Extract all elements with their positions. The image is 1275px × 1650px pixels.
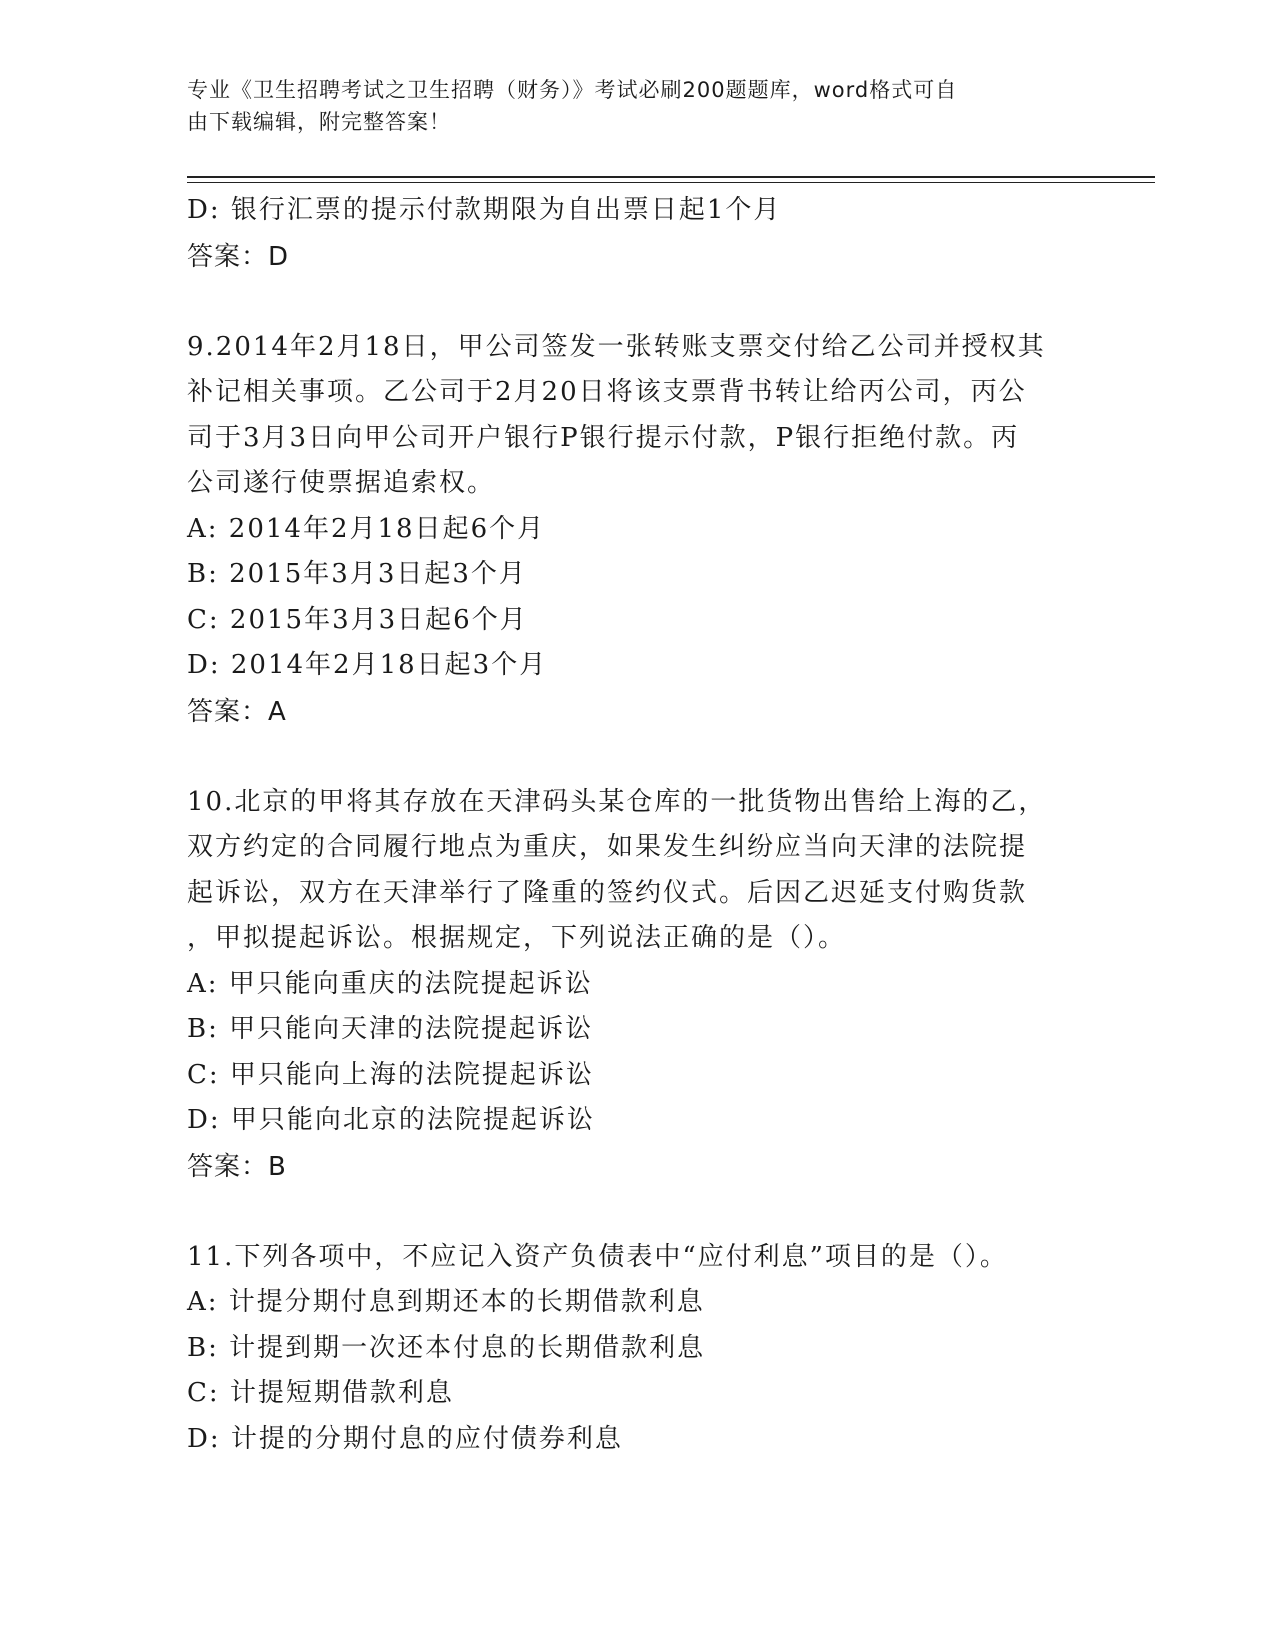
option-c: C: 2015年3月3日起6个月 [187, 604, 528, 635]
question-stem-line: 9.2014年2月18日，甲公司签发一张转账支票交付给乙公司并授权其 [187, 331, 1046, 362]
question-11 [187, 1235, 1087, 1463]
question-stem-line: 司于3月3日向甲公司开户银行P银行提示付款，P银行拒绝付款。丙 [187, 422, 1020, 453]
question-stem-line: 起诉讼，双方在天津举行了隆重的签约仪式。后因乙迟延支付购货款 [187, 877, 1028, 908]
header-rule-thick [187, 176, 1155, 178]
question-stem-line: 双方约定的合同履行地点为重庆，如果发生纠纷应当向天津的法院提 [187, 832, 1028, 862]
answer-line: 答案：B [187, 1151, 287, 1182]
option-a: A: 计提分期付息到期还本的长期借款利息 [187, 1287, 705, 1317]
question-stem-line: ，甲拟提起诉讼。根据规定，下列说法正确的是（）。 [187, 923, 847, 953]
header-line-2: 由下载编辑，附完整答案！ [187, 110, 451, 134]
option-a: A: 甲只能向重庆的法院提起诉讼 [187, 968, 593, 999]
spacer [187, 1190, 1087, 1235]
page-header [187, 74, 1087, 138]
option-d: D: 计提的分期付息的应付债券利息 [187, 1423, 623, 1454]
option-b: B: 2015年3月3日起3个月 [187, 559, 527, 589]
answer-line: 答案：D [187, 241, 290, 272]
question-stem-line: 10.北京的甲将其存放在天津码头某仓库的一批货物出售给上海的乙， [187, 786, 1047, 817]
spacer [187, 735, 1087, 780]
option-d: D: 2014年2月18日起3个月 [187, 650, 548, 680]
header-rule-thin [187, 182, 1155, 183]
document-body [187, 188, 1087, 1462]
option-c: C: 计提短期借款利息 [187, 1378, 454, 1408]
question-stem-line: 补记相关事项。乙公司于2月20日将该支票背书转让给丙公司，丙公 [187, 377, 1027, 407]
option-a: A: 2014年2月18日起6个月 [187, 513, 546, 544]
question-9 [187, 325, 1087, 735]
spacer [187, 280, 1087, 325]
option-b: B: 甲只能向天津的法院提起诉讼 [187, 1014, 594, 1044]
question-stem-line: 11.下列各项中，不应记入资产负债表中“应付利息”项目的是（）。 [187, 1241, 1008, 1272]
option-d: D: 甲只能向北京的法院提起诉讼 [187, 1105, 595, 1135]
option-c: C: 甲只能向上海的法院提起诉讼 [187, 1059, 594, 1090]
question-10 [187, 780, 1087, 1190]
question-stem-line: 公司遂行使票据追索权。 [187, 468, 496, 498]
option-b: B: 计提到期一次还本付息的长期借款利息 [187, 1332, 706, 1363]
header-line-1: 专业《卫生招聘考试之卫生招聘（财务）》考试必刷200题题库，word格式可自 [187, 78, 958, 102]
previous-question-tail [187, 188, 1087, 280]
option-d: D: 银行汇票的提示付款期限为自出票日起1个月 [187, 195, 782, 225]
answer-line: 答案：A [187, 696, 287, 727]
